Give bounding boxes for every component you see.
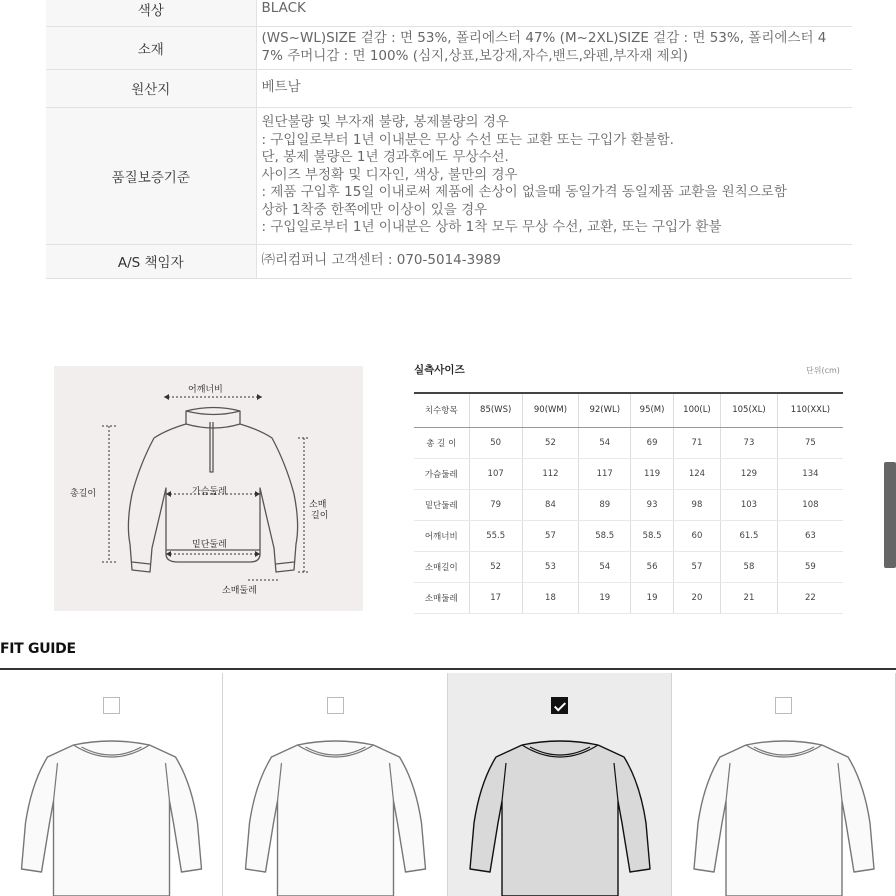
size-cell: 21 (721, 582, 778, 613)
size-cell: 79 (469, 489, 522, 520)
size-header-cell: 92(WL) (579, 393, 631, 427)
sleeve-length-label-1: 소매 (309, 500, 327, 510)
size-cell: 134 (777, 458, 843, 489)
size-cell: 129 (721, 458, 778, 489)
size-chart-header-row (414, 393, 843, 427)
size-row-label: 소매둘레 (414, 582, 469, 613)
size-cell: 112 (522, 458, 578, 489)
fit-option-2[interactable] (223, 673, 448, 896)
size-cell: 57 (673, 551, 720, 582)
fit-option-3[interactable] (448, 673, 672, 896)
size-cell: 84 (522, 489, 578, 520)
size-cell: 103 (721, 489, 778, 520)
size-cell: 119 (631, 458, 674, 489)
size-cell: 107 (469, 458, 522, 489)
size-cell: 54 (579, 551, 631, 582)
material-value (256, 26, 852, 69)
as-value: ㈜리컴퍼니 고객센터 : 070-5014-3989 (256, 244, 852, 278)
size-cell: 58.5 (579, 520, 631, 551)
info-row-quality (46, 107, 852, 244)
size-cell: 58 (721, 551, 778, 582)
size-cell: 124 (673, 458, 720, 489)
size-cell: 52 (469, 551, 522, 582)
size-cell: 73 (721, 427, 778, 458)
size-cell: 60 (673, 520, 720, 551)
size-row (414, 489, 843, 520)
size-cell: 93 (631, 489, 674, 520)
size-cell: 57 (522, 520, 578, 551)
size-header-cell: 100(L) (673, 393, 720, 427)
size-row (414, 582, 843, 613)
size-cell: 54 (579, 427, 631, 458)
info-row-material (46, 26, 852, 69)
cuff-label: 소매둘레 (222, 586, 257, 596)
size-cell: 22 (777, 582, 843, 613)
info-row-color (46, 0, 852, 26)
size-header-cell: 95(M) (631, 393, 674, 427)
size-cell: 52 (522, 427, 578, 458)
scrollbar-thumb[interactable] (884, 462, 896, 568)
size-row-label: 소매길이 (414, 551, 469, 582)
material-label: 소재 (46, 26, 256, 69)
size-cell: 98 (673, 489, 720, 520)
info-row-as (46, 244, 852, 278)
info-row-origin (46, 69, 852, 107)
size-header-cell: 105(XL) (721, 393, 778, 427)
measurement-diagram (54, 366, 363, 611)
quality-line: : 제품 구입후 15일 이내로써 제품에 손상이 없을때 동일가격 동일제품 교환을 원칙으로함 (261, 184, 787, 201)
size-cell: 56 (631, 551, 674, 582)
size-cell: 61.5 (721, 520, 778, 551)
origin-value: 베트남 (256, 69, 852, 107)
color-label: 색상 (46, 0, 256, 26)
as-label: A/S 책임자 (46, 244, 256, 278)
size-cell: 63 (777, 520, 843, 551)
origin-label: 원산지 (46, 69, 256, 107)
fit-option-1[interactable] (0, 673, 223, 896)
size-chart-table (414, 392, 843, 614)
sleeve-length-label-2: 길이 (311, 511, 329, 521)
quality-value (256, 107, 852, 244)
size-cell: 19 (631, 582, 674, 613)
size-chart-title: 실측사이즈 (414, 364, 465, 376)
size-row-label: 밑단둘레 (414, 489, 469, 520)
quality-line: : 구입일로부터 1년 이내분은 상하 1착 모두 무상 수선, 교환, 또는 구입가 환불 (261, 219, 722, 236)
fit-guide-title: FIT GUIDE (0, 641, 76, 657)
quality-line: 단, 봉제 불량은 1년 경과후에도 무상수선. (261, 149, 509, 166)
size-cell: 69 (631, 427, 674, 458)
fit-checkbox[interactable] (551, 697, 568, 714)
size-header-cell: 110(XXL) (777, 393, 843, 427)
size-cell: 50 (469, 427, 522, 458)
hem-label: 밑단둘레 (192, 540, 227, 550)
size-cell: 59 (777, 551, 843, 582)
size-row-label: 어깨너비 (414, 520, 469, 551)
size-cell: 71 (673, 427, 720, 458)
size-cell: 55.5 (469, 520, 522, 551)
size-row (414, 427, 843, 458)
size-cell: 19 (579, 582, 631, 613)
fit-checkbox[interactable] (103, 697, 120, 714)
size-cell: 18 (522, 582, 578, 613)
quality-line: 상하 1착중 한쪽에만 이상이 있을 경우 (261, 201, 488, 218)
size-cell: 89 (579, 489, 631, 520)
quality-line: 사이즈 부정확 및 디자인, 색상, 불만의 경우 (261, 166, 518, 183)
fit-checkbox[interactable] (327, 697, 344, 714)
color-value: BLACK (256, 0, 852, 26)
size-cell: 53 (522, 551, 578, 582)
size-cell: 20 (673, 582, 720, 613)
fit-guide-divider (0, 668, 896, 670)
quality-line: : 구입일로부터 1년 이내분은 무상 수선 또는 교환 또는 구입가 환불함. (261, 131, 674, 148)
size-row (414, 458, 843, 489)
size-cell: 75 (777, 427, 843, 458)
size-header-cell: 90(WM) (522, 393, 578, 427)
total-length-label: 총길이 (70, 489, 97, 499)
shoulder-width-label: 어깨너비 (188, 385, 223, 395)
chest-label: 가슴둘레 (192, 487, 227, 497)
size-cell: 108 (777, 489, 843, 520)
fit-checkbox[interactable] (775, 697, 792, 714)
size-cell: 117 (579, 458, 631, 489)
size-cell: 58.5 (631, 520, 674, 551)
size-row (414, 520, 843, 551)
size-cell: 17 (469, 582, 522, 613)
product-info-table (46, 0, 852, 279)
quality-line: 원단불량 및 부자재 불량, 봉제불량의 경우 (261, 114, 509, 131)
size-header-cell: 85(WS) (469, 393, 522, 427)
size-row-label: 가슴둘레 (414, 458, 469, 489)
quality-label: 품질보증기준 (46, 107, 256, 244)
size-header-cell: 치수항목 (414, 393, 469, 427)
fit-option-4[interactable] (672, 673, 896, 896)
size-row (414, 551, 843, 582)
material-line: 7% 주머니감 : 면 100% (심지,상표,보강재,자수,밴드,와펜,부자재 제외) (261, 47, 689, 64)
size-row-label: 총 길 이 (414, 427, 469, 458)
material-line: (WS~WL)SIZE 겉감 : 면 53%, 폴리에스터 47% (M~2XL)SIZE 겉감 : 면 53%, 폴리에스터 4 (261, 30, 827, 46)
size-chart-unit: 단위(cm) (806, 366, 840, 375)
